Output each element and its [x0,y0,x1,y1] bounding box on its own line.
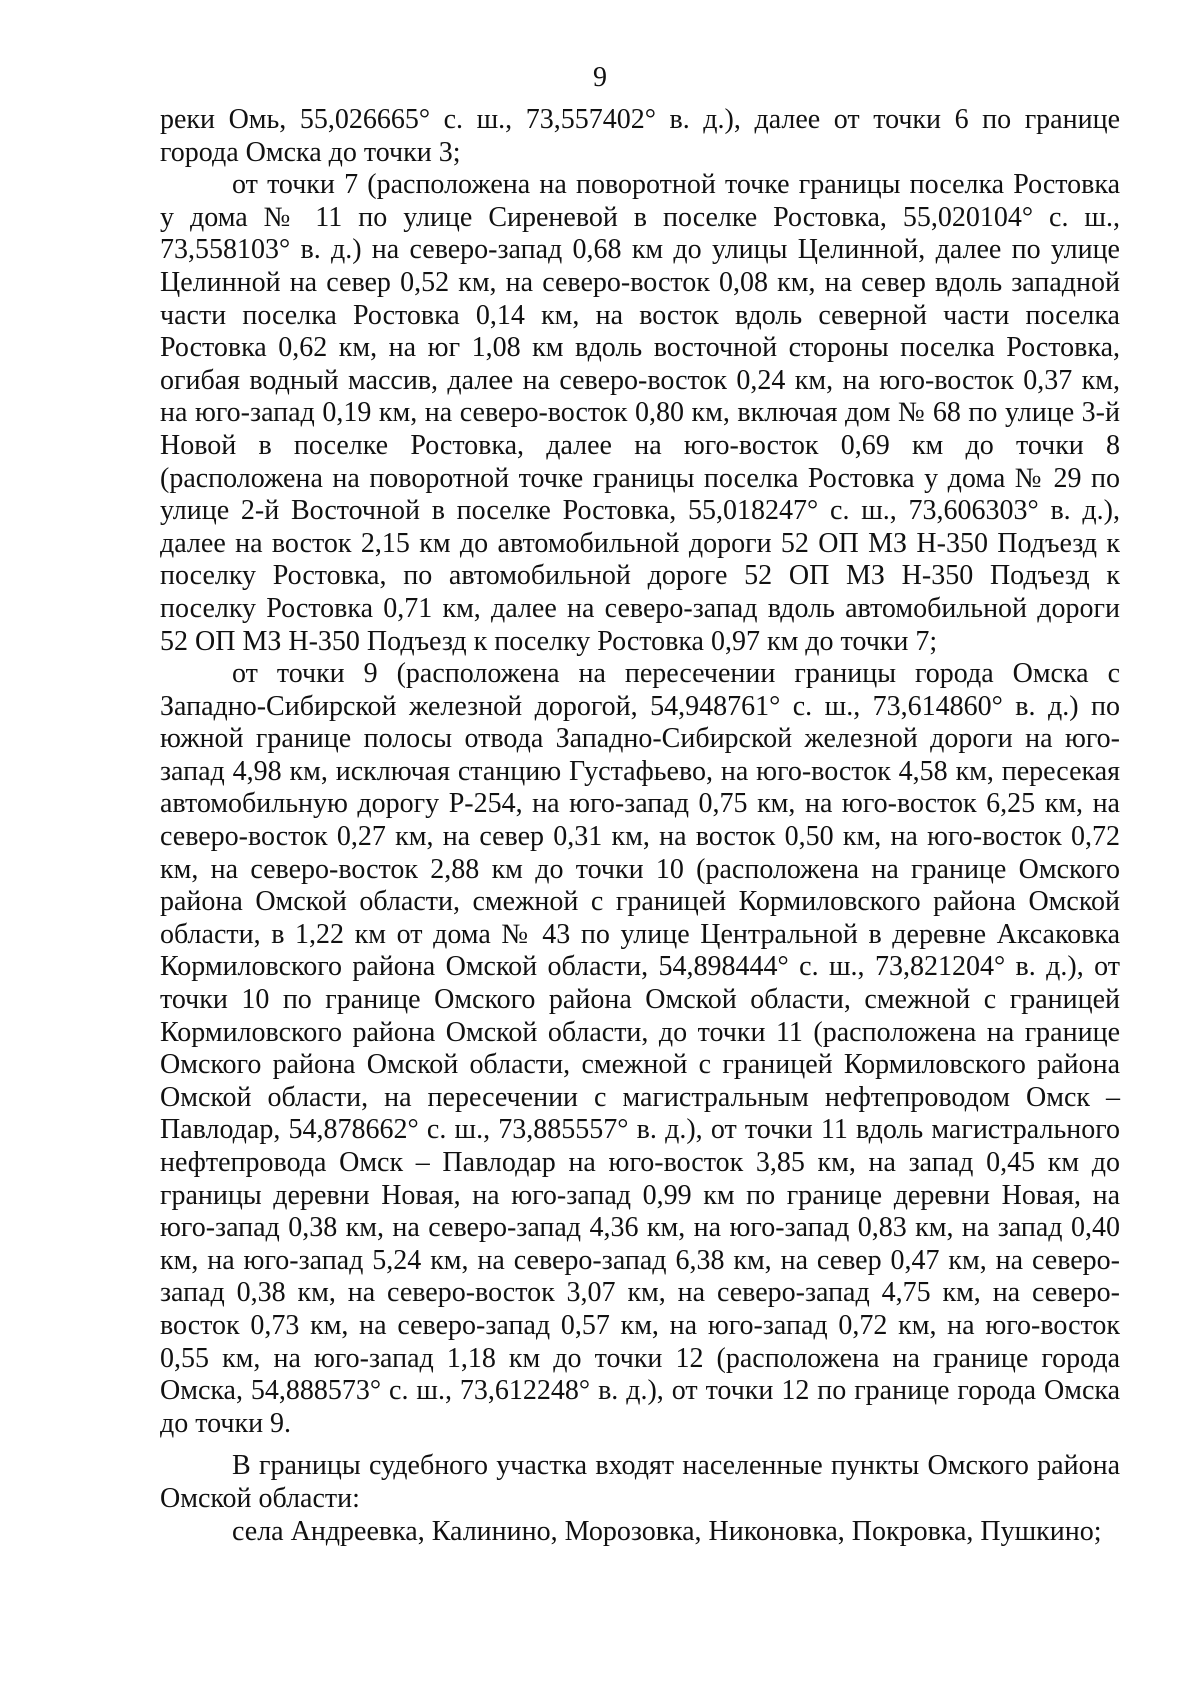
paragraph-5: села Андреевка, Калинино, Морозовка, Никоновка, Покровка, Пушкино; [232,1515,1102,1547]
paragraph-4: В границы судебного участка входят населенные пункты Омского района Омской области: [160,1450,1120,1514]
document-body [160,104,1120,1548]
paragraph-3: от точки 9 (расположена на пересечении границы города Омска с Западно-Сибирской железной дорогой, 54,948761° с. ш., 73,614860° в. д.) по южной границе полосы отвода Западно-Сибирской железной дороги на юго-запад 4,98 км, исключая станцию Густафьево, на юго-восток 4,58 км, пересекая автомобильную дорогу Р-254, на юго-запад 0,75 км, на юго-восток 6,25 км, на северо-восток 0,27 км, на север 0,31 км, на восток 0,50 км, на юго-восток 0,72 км, на северо-восток 2,88 км до точки 10 (расположена на границе Омского района Омской области, смежной с границей Кормиловского района Омской области, в 1,22 км от дома № 43 по улице Центральной в деревне Аксаковка Кормиловского района Омской области, 54,898444° с. ш., 73,821204° в. д.), от точки 10 по границе Омского района Омской области, смежной с границей Кормиловского района Омской области, до точки 11 (расположена на границе Омского района Омской области, смежной с границей Кормиловского района Омской области, на пересечении с магистральным нефтепроводом Омск – Павлодар, 54,878662° с. ш., 73,885557° в. д.), от точки 11 вдоль магистрального нефтепровода Омск – Павлодар на юго-восток 3,85 км, на запад 0,45 км до границы деревни Новая, на юго-запад 0,99 км по границе деревни Новая, на юго-запад 0,38 км, на северо-запад 4,36 км, на юго-запад 0,83 км, на запад 0,40 км, на юго-запад 5,24 км, на северо-запад 6,38 км, на север 0,47 км, на северо-запад 0,38 км, на северо-восток 3,07 км, на северо-запад 4,75 км, на северо-восток 0,73 км, на северо-запад 0,57 км, на юго-запад 0,72 км, на юго-восток 0,55 км, на юго-запад 1,18 км до точки 12 (расположена на границе города Омска, 54,888573° с. ш., 73,612248° в. д.), от точки 12 по границе города Омска до точки 9. [160,658,1120,1439]
paragraph-1: реки Омь, 55,026665° с. ш., 73,557402° в. д.), далее от точки 6 по границе города Омска до точки 3; [160,104,1120,168]
page-number: 9 [593,62,607,93]
paragraph-2: от точки 7 (расположена на поворотной точке границы поселка Ростовка у дома № 11 по улице Сиреневой в поселке Ростовка, 55,020104° с. ш., 73,558103° в. д.) на северо-запад 0,68 км до улицы Целинной, далее по улице Целинной на север 0,52 км, на северо-восток 0,08 км, на север вдоль западной части поселка Ростовка 0,14 км, на восток вдоль северной части поселка Ростовка 0,62 км, на юг 1,08 км вдоль восточной стороны поселка Ростовка, огибая водный массив, далее на северо-восток 0,24 км, на юго-восток 0,37 км, на юго-запад 0,19 км, на северо-восток 0,80 км, включая дом № 68 по улице 3-й Новой в поселке Ростовка, далее на юго-восток 0,69 км до точки 8 (расположена на поворотной точке границы поселка Ростовка у дома № 29 по улице 2-й Восточной в поселке Ростовка, 55,018247° с. ш., 73,606303° в. д.), далее на восток 2,15 км до автомобильной дороги 52 ОП МЗ Н-350 Подъезд к поселку Ростовка, по автомобильной дороге 52 ОП МЗ Н-350 Подъезд к поселку Ростовка 0,71 км, далее на северо-запад вдоль автомобильной дороги 52 ОП МЗ Н-350 Подъезд к поселку Ростовка 0,97 км до точки 7; [160,169,1120,657]
